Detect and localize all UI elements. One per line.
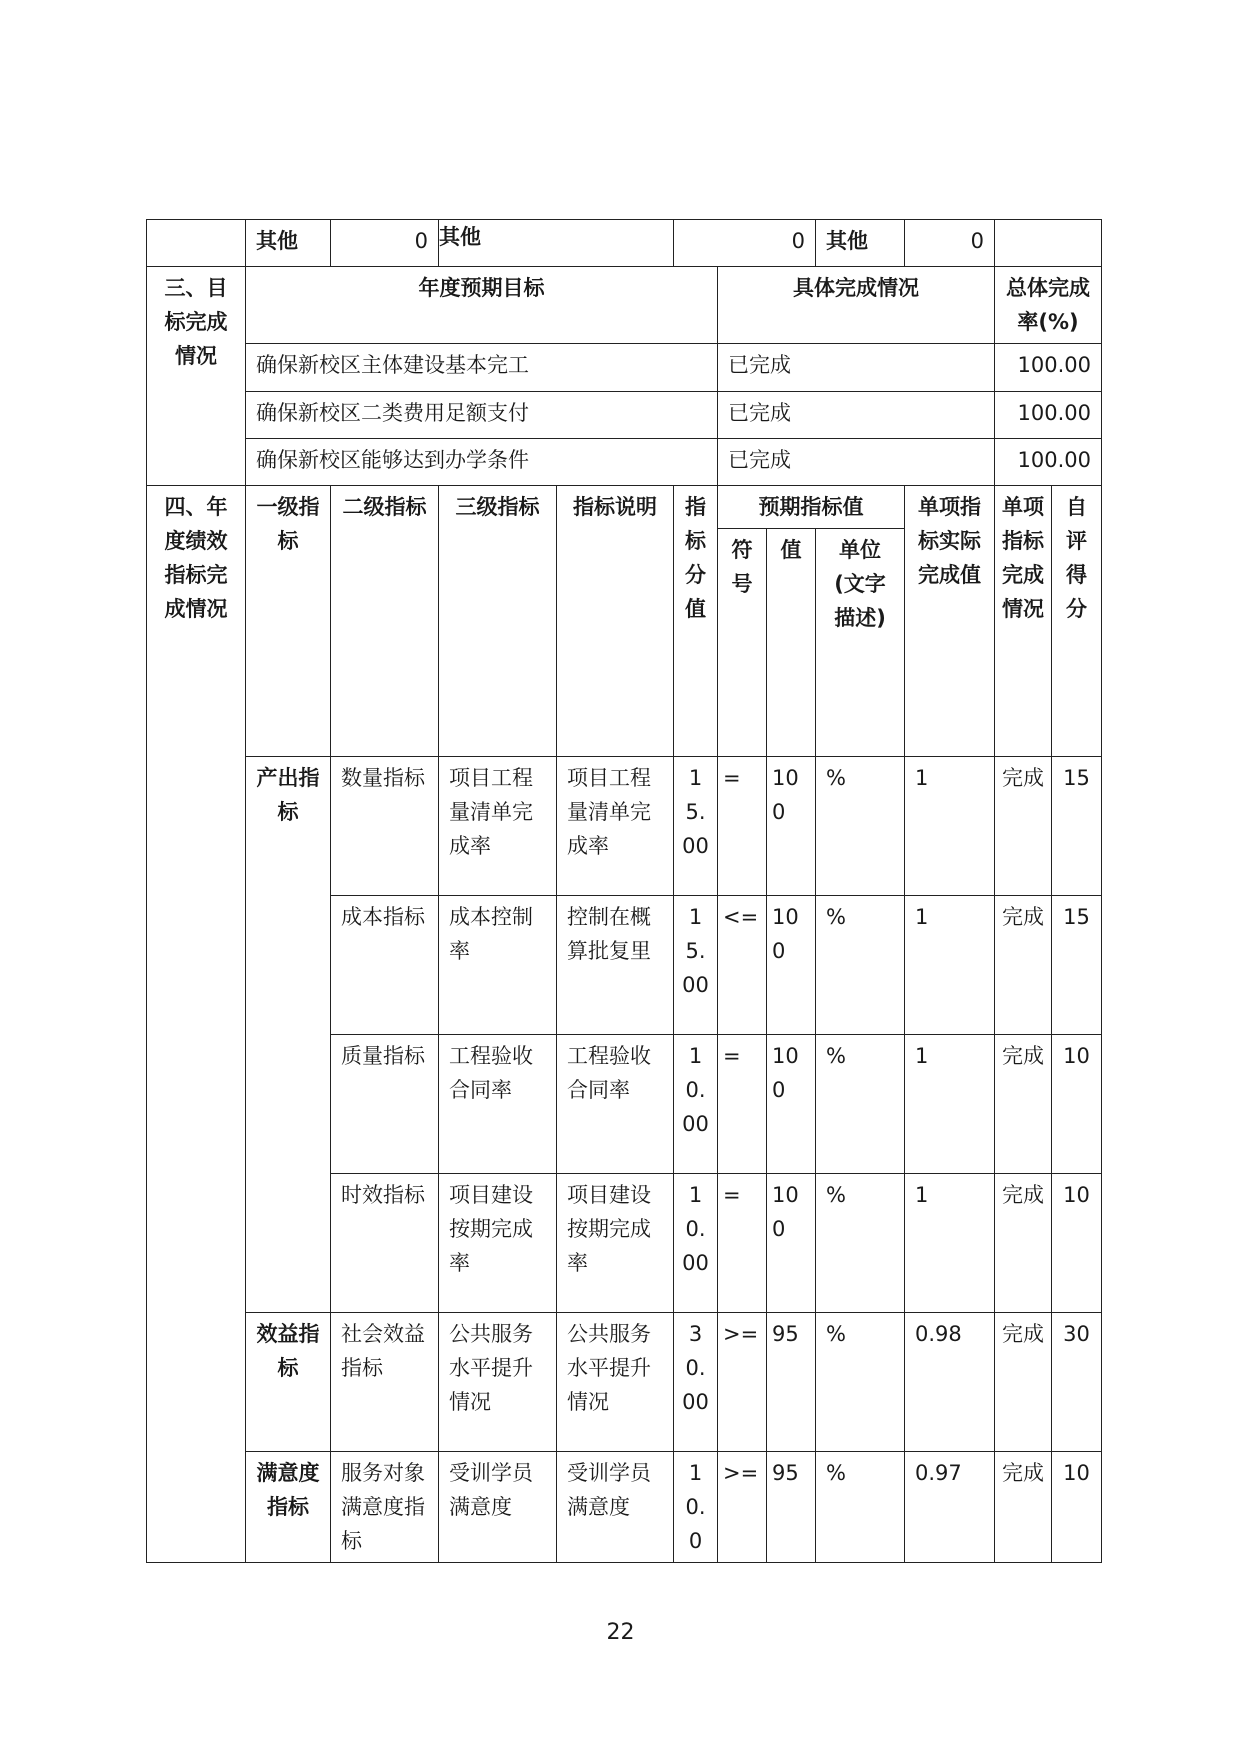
indicator-row [147,1452,1102,1563]
actual-cell: 0.98 [905,1313,995,1452]
other-row [147,220,1102,267]
goal-row [147,392,1102,439]
goal-text: 确保新校区二类费用足额支付 [246,392,718,439]
actual-cell: 1 [905,1174,995,1313]
symbol-header: 符号 [718,529,767,757]
level2-cell: 社会效益指标 [331,1313,439,1452]
unit-header: 单位(文字描述) [816,529,905,757]
level3-cell: 工程验收合同率 [439,1035,557,1174]
page-number: 22 [606,1620,635,1645]
self-score-cell: 10 [1052,1035,1102,1174]
expected-header: 预期指标值 [718,486,905,529]
desc-cell: 项目工程量清单完成率 [557,757,674,896]
self-score-cell: 15 [1052,896,1102,1035]
actual-cell: 1 [905,896,995,1035]
self-score-header: 自评得分 [1052,486,1102,757]
actual-text: 已完成 [718,392,995,439]
rate-value: 100.00 [995,344,1102,392]
status-cell: 完成 [995,896,1052,1035]
score-cell: 15.00 [674,896,718,1035]
desc-cell: 受训学员满意度 [557,1452,674,1563]
symbol-cell: = [718,1035,767,1174]
level3-cell: 受训学员满意度 [439,1452,557,1563]
level1-group: 效益指标 [246,1313,331,1452]
status-cell: 完成 [995,757,1052,896]
section3-header-row [147,267,1102,344]
self-score-cell: 10 [1052,1452,1102,1563]
section3-label: 三、目标完成情况 [147,267,246,486]
level1-group: 满意度指标 [246,1452,331,1563]
score-cell: 30.00 [674,1313,718,1452]
score-cell: 10.0 [674,1452,718,1563]
other-value-3: 0 [905,220,995,267]
level2-cell: 服务对象满意度指标 [331,1452,439,1563]
status-cell: 完成 [995,1452,1052,1563]
score-cell: 10.00 [674,1035,718,1174]
rate-header: 总体完成率(%) [995,267,1102,344]
value-cell: 95 [767,1313,816,1452]
value-cell: 100 [767,896,816,1035]
unit-cell: % [816,1035,905,1174]
rate-value: 100.00 [995,392,1102,439]
actual-cell: 1 [905,1035,995,1174]
goal-text: 确保新校区能够达到办学条件 [246,439,718,486]
other-label-1: 其他 [246,220,331,267]
rate-value: 100.00 [995,439,1102,486]
goal-row [147,344,1102,392]
indicator-row [147,757,1102,896]
desc-cell: 工程验收合同率 [557,1035,674,1174]
goal-text: 确保新校区主体建设基本完工 [246,344,718,392]
value-cell: 95 [767,1452,816,1563]
actual-value-header: 单项指标实际完成值 [905,486,995,757]
status-header: 单项指标完成情况 [995,486,1052,757]
other-value-1: 0 [331,220,439,267]
level1-group: 产出指标 [246,757,331,1313]
actual-header: 具体完成情况 [718,267,995,344]
value-cell: 100 [767,1035,816,1174]
value-cell: 100 [767,757,816,896]
unit-cell: % [816,1174,905,1313]
unit-cell: % [816,1313,905,1452]
empty-cell [147,220,246,267]
section4-header-row [147,486,1102,529]
level2-cell: 成本指标 [331,896,439,1035]
self-score-cell: 10 [1052,1174,1102,1313]
indicator-row [147,1313,1102,1452]
desc-cell: 项目建设按期完成率 [557,1174,674,1313]
desc-header: 指标说明 [557,486,674,757]
level2-cell: 质量指标 [331,1035,439,1174]
level3-cell: 成本控制率 [439,896,557,1035]
actual-cell: 0.97 [905,1452,995,1563]
desc-cell: 控制在概算批复里 [557,896,674,1035]
other-label-3: 其他 [816,220,905,267]
level3-cell: 项目工程量清单完成率 [439,757,557,896]
level2-header: 二级指标 [331,486,439,757]
unit-cell: % [816,757,905,896]
level2-cell: 数量指标 [331,757,439,896]
symbol-cell: = [718,757,767,896]
self-score-cell: 15 [1052,757,1102,896]
section4-label: 四、年度绩效指标完成情况 [147,486,246,1563]
level3-cell: 公共服务水平提升情况 [439,1313,557,1452]
desc-cell: 公共服务水平提升情况 [557,1313,674,1452]
self-score-cell: 30 [1052,1313,1102,1452]
symbol-cell: >= [718,1313,767,1452]
value-header: 值 [767,529,816,757]
empty-cell [995,220,1102,267]
actual-text: 已完成 [718,344,995,392]
status-cell: 完成 [995,1174,1052,1313]
status-cell: 完成 [995,1035,1052,1174]
symbol-cell: <= [718,896,767,1035]
performance-table [146,219,1102,1563]
other-label-2: 其他 [439,220,674,267]
goal-row [147,439,1102,486]
symbol-cell: = [718,1174,767,1313]
value-cell: 100 [767,1174,816,1313]
level2-cell: 时效指标 [331,1174,439,1313]
other-value-2: 0 [674,220,816,267]
symbol-cell: >= [718,1452,767,1563]
score-cell: 10.00 [674,1174,718,1313]
score-header: 指标分值 [674,486,718,757]
score-cell: 15.00 [674,757,718,896]
unit-cell: % [816,1452,905,1563]
actual-cell: 1 [905,757,995,896]
level3-header: 三级指标 [439,486,557,757]
level1-header: 一级指标 [246,486,331,757]
actual-text: 已完成 [718,439,995,486]
status-cell: 完成 [995,1313,1052,1452]
goal-header: 年度预期目标 [246,267,718,344]
level3-cell: 项目建设按期完成率 [439,1174,557,1313]
unit-cell: % [816,896,905,1035]
